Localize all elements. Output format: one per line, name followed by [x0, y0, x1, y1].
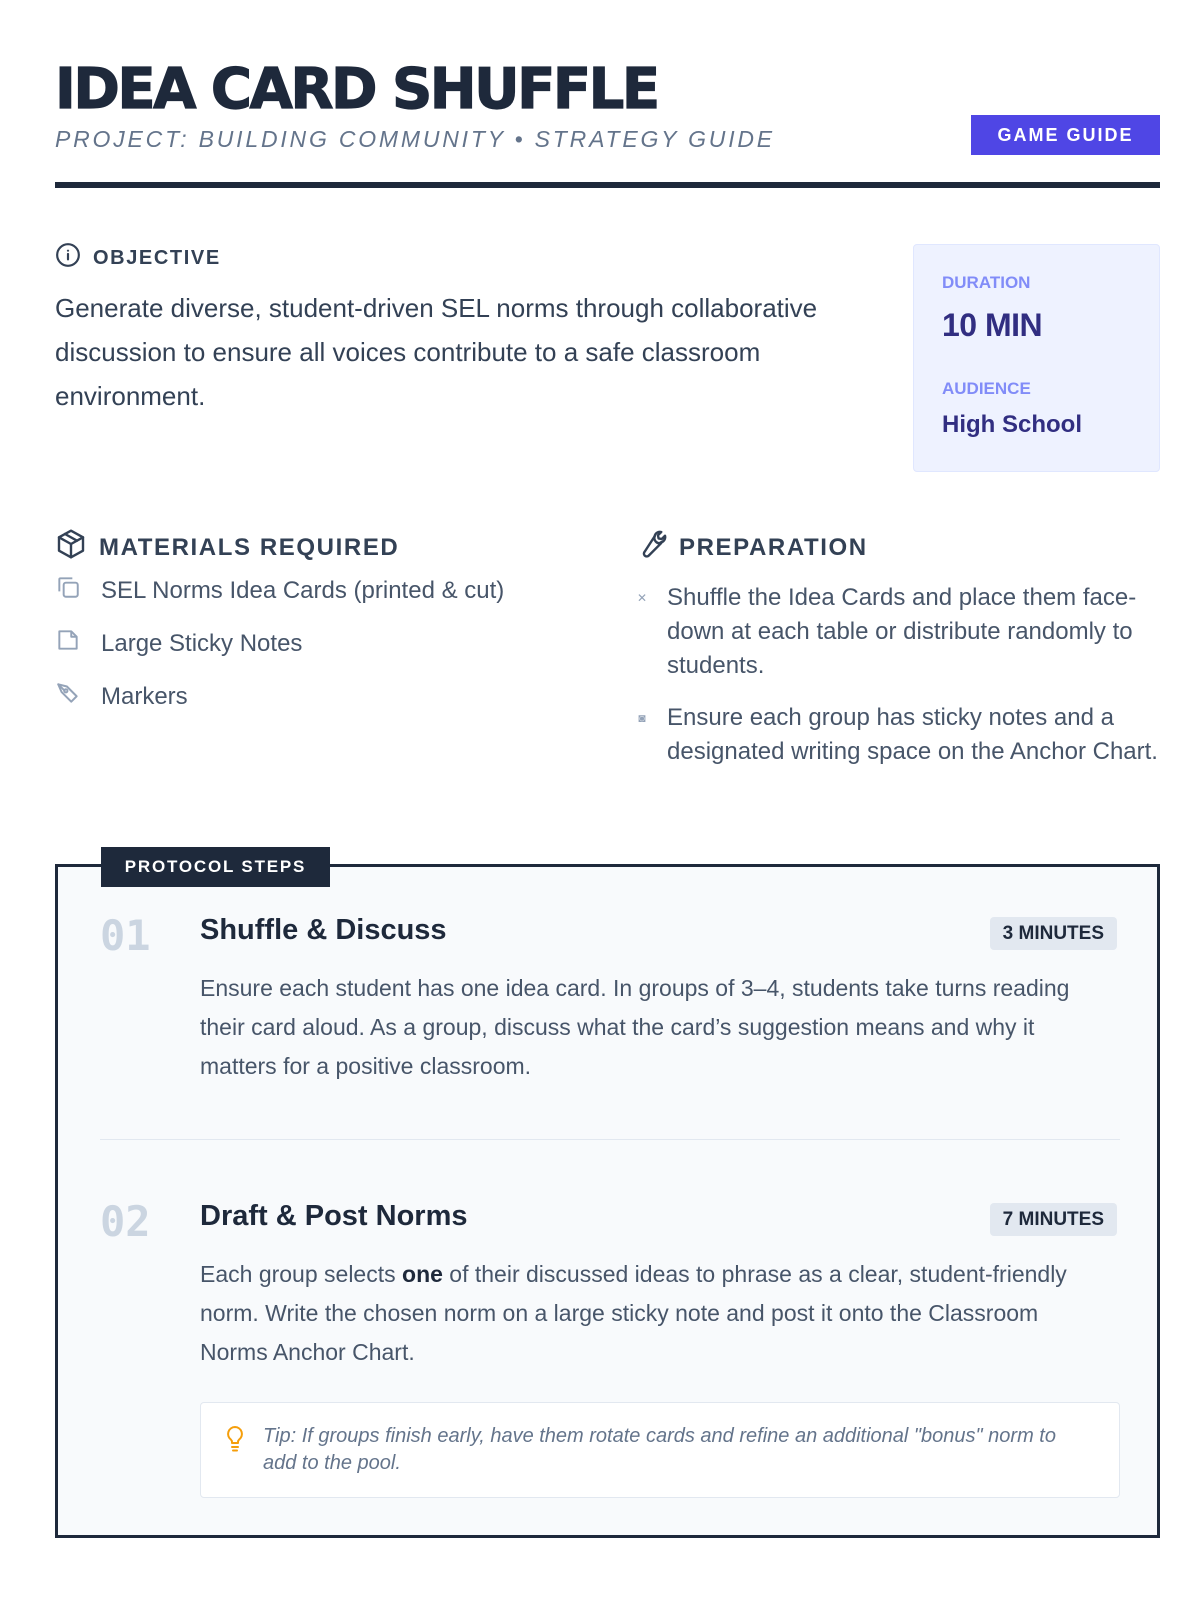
duration-label: DURATION — [942, 273, 1031, 292]
material-item-label: Markers — [101, 682, 188, 710]
materials-heading — [55, 528, 399, 567]
preparation-item — [635, 701, 1160, 769]
step-divider — [100, 1139, 1120, 1140]
lightbulb-icon — [223, 1425, 247, 1458]
step-text-part: Each group selects — [200, 1261, 403, 1287]
step-title: Shuffle & Discuss — [200, 914, 447, 946]
material-item-label: Large Sticky Notes — [101, 629, 303, 657]
sticky-icon: ◙ — [638, 711, 646, 725]
protocol-steps-label: PROTOCOL STEPS — [101, 847, 330, 887]
audience-label: AUDIENCE — [942, 379, 1031, 398]
wrench-icon — [635, 528, 667, 567]
tip-callout — [200, 1402, 1120, 1498]
preparation-heading-label: PREPARATION — [679, 533, 868, 561]
sticky-note-icon — [55, 627, 81, 660]
material-item — [55, 627, 302, 660]
duration-value: 10 MIN — [942, 307, 1043, 343]
page-subtitle: PROJECT: BUILDING COMMUNITY • STRATEGY GUIDE — [55, 126, 775, 152]
preparation-item — [635, 581, 1160, 683]
info-circle-icon — [55, 242, 81, 274]
step-description: Ensure each student has one idea card. In groups of 3–4, students take turns reading their card aloud. As a group, discuss what the card’s suggestion means and why it matters for a positive classroom. — [200, 975, 1070, 1079]
game-guide-badge: GAME GUIDE — [971, 115, 1160, 155]
preparation-heading — [635, 528, 868, 567]
material-item — [55, 574, 504, 607]
audience-value: High School — [942, 411, 1082, 438]
objective-heading-label: OBJECTIVE — [93, 246, 221, 269]
materials-heading-label: MATERIALS REQUIRED — [99, 533, 400, 561]
step-text-emphasis: one — [402, 1261, 443, 1287]
copy-icon — [55, 574, 81, 607]
objective-text: Generate diverse, student-driven SEL norms through collaborative discussion to ensure all voices contribute to a safe classroom environment. — [55, 293, 818, 411]
header-divider — [55, 182, 1160, 188]
material-item-label: SEL Norms Idea Cards (printed & cut) — [101, 576, 505, 604]
step-duration-badge: 3 MINUTES — [990, 917, 1117, 950]
preparation-item-text: Shuffle the Idea Cards and place them face-down at each table or distribute randomly to students. — [667, 584, 1137, 679]
step-title: Draft & Post Norms — [200, 1200, 468, 1232]
step-text-part: of their discussed ideas to phrase as a clear, student-friendly norm. Write the chosen norm on a large sticky note and post it onto the Classroom Norms Anchor Chart. — [200, 1261, 1067, 1365]
marker-icon — [55, 680, 81, 713]
step-description — [200, 1255, 1090, 1372]
page-title: IDEA CARD SHUFFLE — [55, 57, 658, 122]
box-icon — [55, 528, 87, 567]
preparation-item-text: Ensure each group has sticky notes and a designated writing space on the Anchor Chart. — [667, 704, 1158, 765]
protocol-steps-panel — [55, 857, 1160, 1538]
session-info-box — [913, 244, 1160, 472]
material-item — [55, 680, 188, 713]
tip-text: Tip: If groups finish early, have them rotate cards and refine an additional "bonus" norm to add to the pool. — [263, 1425, 1056, 1474]
step-number: 01 — [100, 911, 151, 960]
game-guide-page — [55, 0, 1160, 1600]
objective-heading — [55, 242, 221, 274]
step-number: 02 — [100, 1197, 151, 1246]
shuffle-icon: ✕ — [636, 591, 648, 605]
step-duration-badge: 7 MINUTES — [990, 1203, 1117, 1236]
